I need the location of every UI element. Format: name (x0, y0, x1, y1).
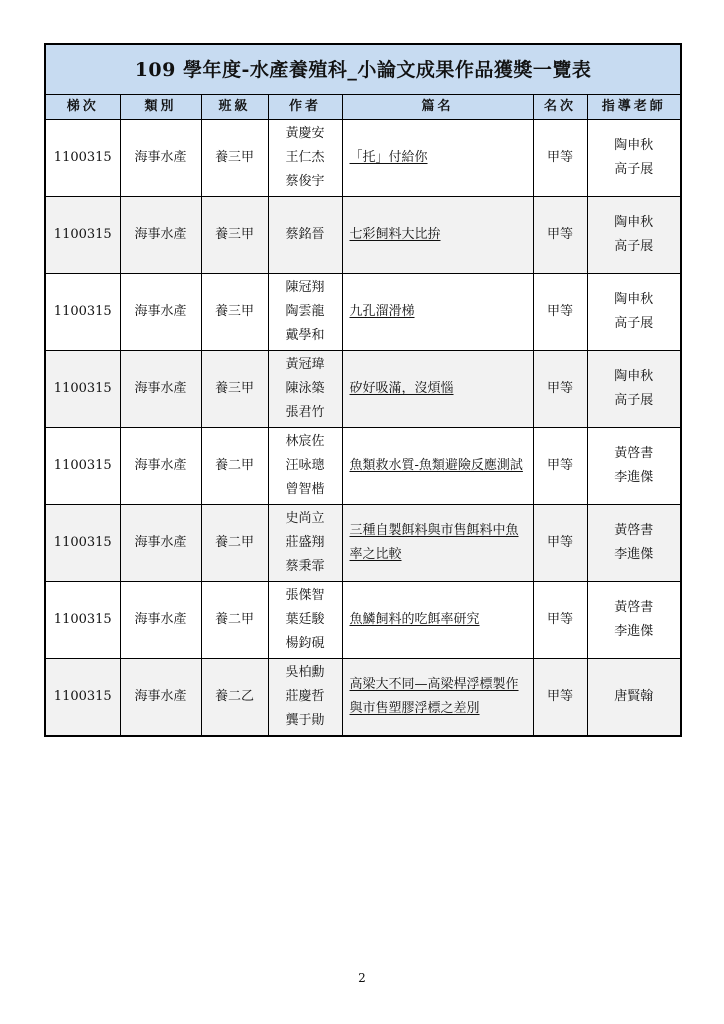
cell-advisors (587, 659, 681, 737)
paper-title: 七彩飼料大比拚 (349, 227, 441, 242)
cell-advisors-line: 陶申秋 (614, 215, 654, 230)
cell-advisors (587, 351, 681, 428)
cell-authors (268, 505, 342, 582)
header-authors: 作者 (268, 95, 342, 120)
cell-authors (268, 274, 342, 351)
header-category: 類別 (120, 95, 201, 120)
cell-authors (268, 428, 342, 505)
cell-advisors-line: 陶申秋 (614, 292, 654, 307)
paper-title: 魚鱗飼料的吃餌率研究 (349, 612, 480, 627)
cell-title (342, 428, 533, 505)
award-table (44, 43, 682, 737)
cell-authors-line: 史尚立 (285, 511, 325, 526)
table-title: 109 學年度-水產養殖科_小論文成果作品獲獎一覽表 (45, 44, 681, 95)
cell-advisors (587, 428, 681, 505)
cell-category: 海事水產 (120, 274, 201, 351)
cell-authors-line: 吳柏勳 (285, 665, 325, 680)
cell-authors-line: 曾智楷 (285, 482, 325, 497)
cell-advisors-line: 高子展 (614, 162, 654, 177)
cell-title (342, 351, 533, 428)
cell-authors-line: 陳泳築 (285, 381, 325, 396)
cell-advisors-line: 高子展 (614, 393, 654, 408)
cell-authors-line: 龔于勛 (285, 713, 325, 728)
cell-rank: 甲等 (533, 659, 587, 737)
cell-authors-line: 楊鈞硯 (285, 636, 325, 651)
cell-advisors (587, 120, 681, 197)
cell-rank: 甲等 (533, 351, 587, 428)
table-row (45, 428, 681, 505)
cell-authors-line: 汪咏璁 (285, 458, 325, 473)
table-body (45, 120, 681, 737)
table-row (45, 120, 681, 197)
table-row (45, 197, 681, 274)
table-row (45, 659, 681, 737)
cell-rank: 甲等 (533, 428, 587, 505)
cell-authors (268, 120, 342, 197)
cell-title (342, 197, 533, 274)
cell-rank: 甲等 (533, 582, 587, 659)
header-class: 班級 (201, 95, 268, 120)
cell-title (342, 120, 533, 197)
cell-category: 海事水產 (120, 351, 201, 428)
header-batch: 梯次 (45, 95, 120, 120)
cell-batch: 1100315 (45, 428, 120, 505)
cell-authors-line: 戴學和 (285, 328, 325, 343)
cell-class: 養二乙 (201, 659, 268, 737)
cell-authors-line: 蔡俊宇 (285, 174, 325, 189)
cell-category: 海事水產 (120, 505, 201, 582)
cell-authors-line: 林宸佐 (285, 434, 325, 449)
header-title: 篇名 (342, 95, 533, 120)
cell-category: 海事水產 (120, 659, 201, 737)
cell-advisors-line: 唐賢翰 (614, 689, 654, 704)
paper-title: 矽好吸滿，沒煩惱 (349, 381, 454, 396)
cell-category: 海事水產 (120, 120, 201, 197)
page-number: 2 (358, 971, 366, 985)
cell-advisors (587, 274, 681, 351)
cell-authors-line: 張君竹 (285, 405, 325, 420)
header-row (45, 95, 681, 120)
cell-class: 養三甲 (201, 274, 268, 351)
cell-batch: 1100315 (45, 659, 120, 737)
paper-title: 高梁大不同—高梁桿浮標製作與市售塑膠浮標之差別 (349, 677, 519, 716)
cell-advisors-line: 黃啓書 (614, 600, 654, 615)
header-rank: 名次 (533, 95, 587, 120)
table-row (45, 274, 681, 351)
cell-authors-line: 蔡秉霏 (285, 559, 325, 574)
paper-title: 魚類救水質-魚類避險反應測試 (349, 458, 523, 473)
table-row (45, 582, 681, 659)
cell-batch: 1100315 (45, 582, 120, 659)
cell-class: 養三甲 (201, 351, 268, 428)
cell-title (342, 659, 533, 737)
cell-advisors-line: 陶申秋 (614, 138, 654, 153)
cell-title (342, 582, 533, 659)
cell-batch: 1100315 (45, 274, 120, 351)
cell-rank: 甲等 (533, 120, 587, 197)
cell-authors-line: 黃冠瑋 (285, 357, 325, 372)
table-row (45, 505, 681, 582)
cell-advisors-line: 李進傑 (614, 547, 654, 562)
cell-authors (268, 582, 342, 659)
cell-authors (268, 659, 342, 737)
cell-class: 養二甲 (201, 505, 268, 582)
cell-advisors-line: 黃啓書 (614, 446, 654, 461)
cell-advisors-line: 黃啓書 (614, 523, 654, 538)
cell-authors-line: 張傑智 (285, 588, 325, 603)
paper-title: 「托」付給你 (349, 150, 428, 165)
paper-title: 三種自製餌料與市售餌料中魚率之比較 (349, 523, 519, 562)
cell-advisors-line: 高子展 (614, 239, 654, 254)
cell-class: 養二甲 (201, 428, 268, 505)
cell-authors-line: 王仁杰 (285, 150, 325, 165)
table-row (45, 351, 681, 428)
cell-category: 海事水產 (120, 582, 201, 659)
cell-batch: 1100315 (45, 351, 120, 428)
cell-authors-line: 蔡銘晉 (285, 227, 325, 242)
cell-rank: 甲等 (533, 505, 587, 582)
cell-authors (268, 197, 342, 274)
cell-title (342, 505, 533, 582)
cell-advisors (587, 197, 681, 274)
cell-authors-line: 陳冠翔 (285, 280, 325, 295)
cell-advisors (587, 582, 681, 659)
cell-rank: 甲等 (533, 197, 587, 274)
cell-authors-line: 葉廷駿 (285, 612, 325, 627)
cell-batch: 1100315 (45, 505, 120, 582)
cell-authors (268, 351, 342, 428)
cell-batch: 1100315 (45, 197, 120, 274)
cell-class: 養三甲 (201, 197, 268, 274)
cell-class: 養三甲 (201, 120, 268, 197)
cell-title (342, 274, 533, 351)
cell-advisors-line: 李進傑 (614, 470, 654, 485)
cell-batch: 1100315 (45, 120, 120, 197)
cell-category: 海事水產 (120, 197, 201, 274)
cell-class: 養二甲 (201, 582, 268, 659)
cell-advisors-line: 陶申秋 (614, 369, 654, 384)
cell-advisors (587, 505, 681, 582)
cell-category: 海事水產 (120, 428, 201, 505)
cell-rank: 甲等 (533, 274, 587, 351)
cell-authors-line: 莊盛翔 (285, 535, 325, 550)
cell-authors-line: 陶雲龍 (285, 304, 325, 319)
cell-authors-line: 莊慶哲 (285, 689, 325, 704)
cell-advisors-line: 高子展 (614, 316, 654, 331)
cell-authors-line: 黃慶安 (285, 126, 325, 141)
paper-title: 九孔溜滑梯 (349, 304, 415, 319)
header-advisors: 指導老師 (587, 95, 681, 120)
cell-advisors-line: 李進傑 (614, 624, 654, 639)
